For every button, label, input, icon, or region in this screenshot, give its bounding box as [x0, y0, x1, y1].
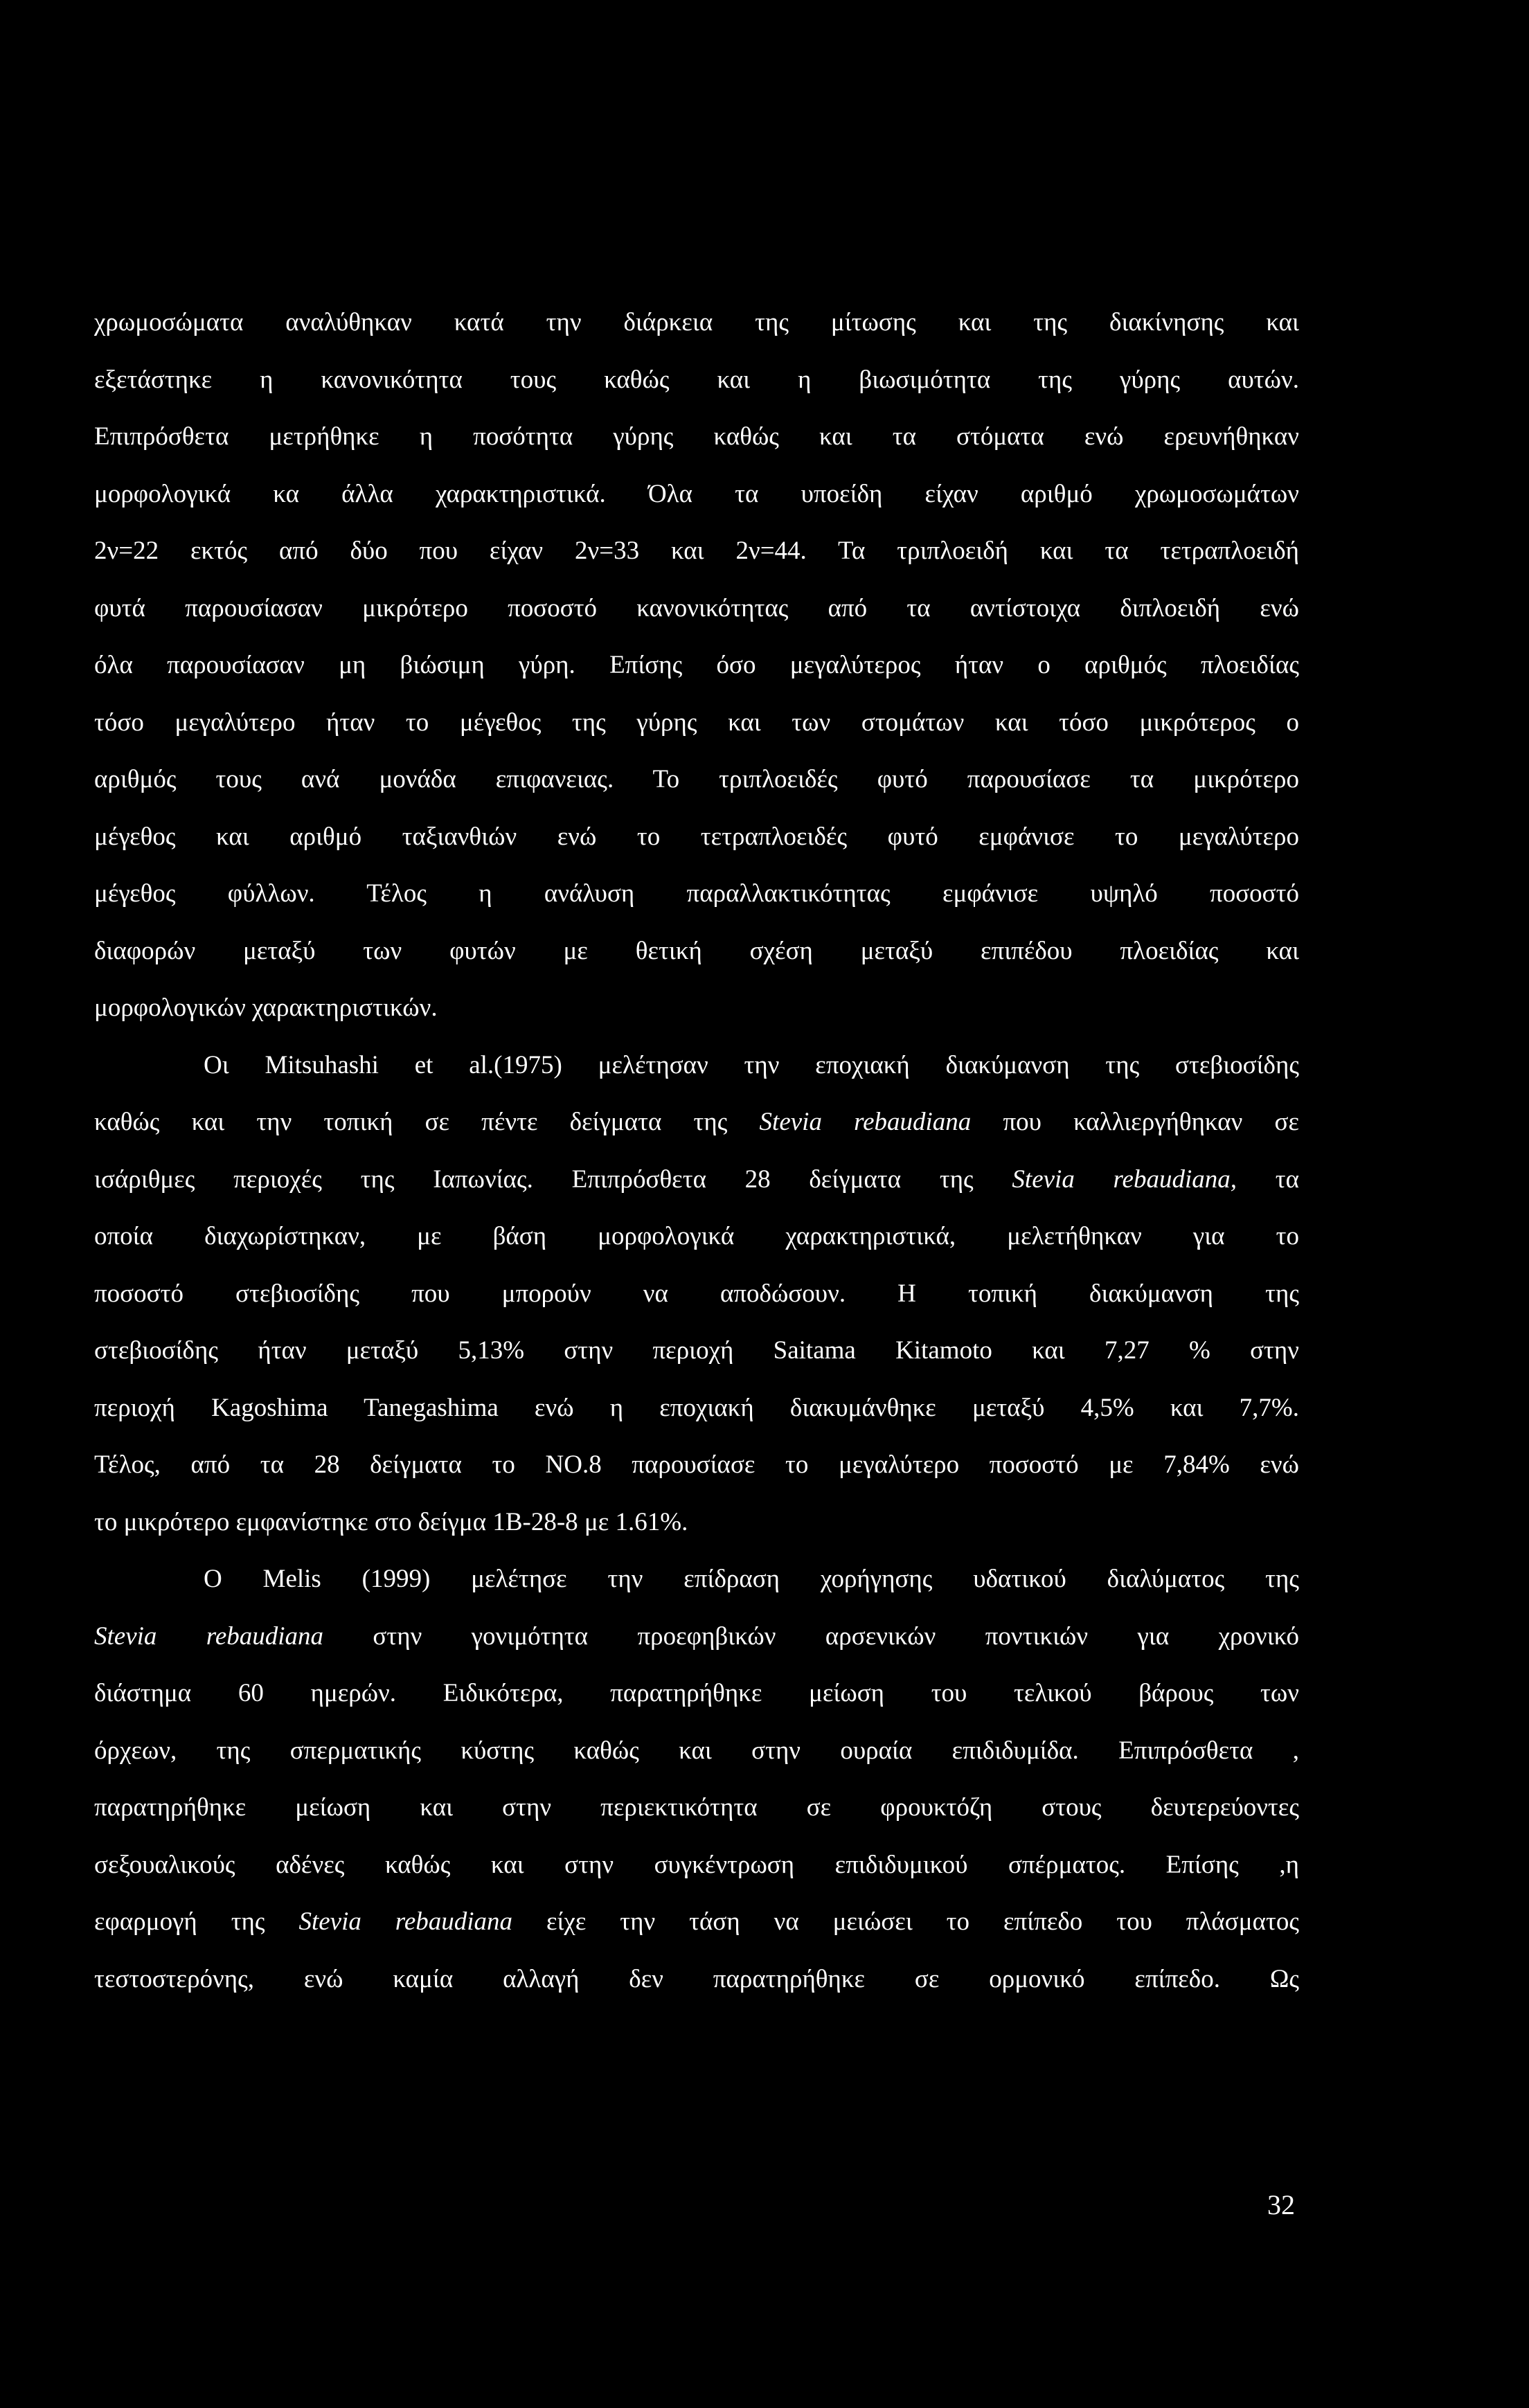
text-segment: διάστημα 60 ημερών. Ειδικότερα, παρατηρήθηκε μείωση του τελικού βάρους των — [94, 1679, 1299, 1707]
page-number: 32 — [1267, 2189, 1295, 2220]
text-segment: εξετάστηκε η κανονικότητα τους καθώς και η βιωσιμότητα της γύρης αυτών. — [94, 365, 1299, 394]
text-line — [94, 1608, 1299, 1666]
text-segment: σεξουαλικούς αδένες καθώς και στην συγκέντρωση επιδιδυμικού σπέρματος. Επίσης ,η — [94, 1850, 1299, 1879]
italic-text-segment: Stevia rebaudiana — [298, 1907, 513, 1936]
text-line — [94, 1037, 1299, 1095]
text-segment: τόσο μεγαλύτερο ήταν το μέγεθος της γύρης και των στομάτων και τόσο μικρότερος ο — [94, 708, 1299, 737]
text-segment: ποσοστό στεβιοσίδης που μπορούν να αποδώσουν. Η τοπική διακύμανση της — [94, 1279, 1299, 1308]
text-segment: χρωμοσώματα αναλύθηκαν κατά την διάρκεια της μίτωσης και της διακίνησης και — [94, 308, 1299, 336]
text-segment: Τέλος, από τα 28 δείγματα το ΝΟ.8 παρουσίασε το μεγαλύτερο ποσοστό με 7,84% ενώ — [94, 1450, 1299, 1479]
text-line — [94, 637, 1299, 694]
text-line — [94, 1437, 1299, 1494]
text-segment: όλα παρουσίασαν μη βιώσιμη γύρη. Επίσης όσο μεγαλύτερος ήταν ο αριθμός πλοειδίας — [94, 651, 1299, 679]
text-line — [94, 1779, 1299, 1837]
text-line — [94, 580, 1299, 638]
text-line — [94, 523, 1299, 580]
text-segment: εφαρμογή της — [94, 1907, 299, 1936]
text-line — [94, 1380, 1299, 1437]
text-line — [94, 1151, 1299, 1209]
text-line — [94, 1723, 1299, 1780]
text-segment: τα — [1237, 1165, 1299, 1194]
text-line — [94, 1322, 1299, 1380]
text-segment: Επιπρόσθετα μετρήθηκε η ποσότητα γύρης καθώς και τα στόματα ενώ ερευνήθηκαν — [94, 422, 1299, 451]
text-segment: στην γονιμότητα προεφηβικών αρσενικών ποντικιών για χρονικό — [323, 1621, 1299, 1651]
text-segment: το μικρότερο εμφανίστηκε στο δείγμα 1Β-28-8 με 1.61%. — [94, 1507, 688, 1536]
text-segment: Ο Melis (1999) μελέτησε την επίδραση χορήγησης υδατικού διαλύματος της — [204, 1565, 1299, 1593]
italic-text-segment: Stevia rebaudiana — [94, 1621, 324, 1651]
text-line — [94, 1665, 1299, 1723]
text-segment: στεβιοσίδης ήταν μεταξύ 5,13% στην περιοχή Saitama Kitamoto και 7,27 % στην — [94, 1336, 1299, 1365]
text-line — [94, 980, 1299, 1037]
text-segment: αριθμός τους ανά μονάδα επιφανειας. Το τριπλοειδές φυτό παρουσίασε τα μικρότερο — [94, 765, 1299, 793]
text-segment: φυτά παρουσίασαν μικρότερο ποσοστό κανονικότητας από τα αντίστοιχα διπλοειδή ενώ — [94, 593, 1299, 622]
text-segment: τεστοστερόνης, ενώ καμία αλλαγή δεν παρατηρήθηκε σε ορμονικό επίπεδο. Ως — [94, 1964, 1299, 1993]
text-line — [94, 751, 1299, 809]
text-line — [94, 865, 1299, 923]
text-segment: Οι Mitsuhashi et al.(1975) μελέτησαν την εποχιακή διακύμανση της στεβιοσίδης — [204, 1050, 1299, 1079]
text-segment: ισάριθμες περιοχές της Ιαπωνίας. Επιπρόσθετα 28 δείγματα της — [94, 1165, 1012, 1194]
text-line — [94, 466, 1299, 523]
text-line — [94, 1266, 1299, 1323]
text-line — [94, 694, 1299, 752]
text-segment: παρατηρήθηκε μείωση και στην περιεκτικότητα σε φρουκτόζη στους δευτερεύοντες — [94, 1793, 1299, 1822]
text-line — [94, 1494, 1299, 1552]
text-segment: περιοχή Kagoshima Tanegashima ενώ η εποχιακή διακυμάνθηκε μεταξύ 4,5% και 7,7%. — [94, 1393, 1299, 1422]
text-line — [94, 1551, 1299, 1608]
text-line — [94, 1894, 1299, 1951]
text-segment: 2ν=22 εκτός από δύο που είχαν 2ν=33 και 2ν=44. Τα τριπλοειδή και τα τετραπλοειδή — [94, 537, 1299, 565]
text-line — [94, 809, 1299, 866]
text-line — [94, 923, 1299, 980]
text-segment: μορφολογικά κα άλλα χαρακτηριστικά. Όλα τα υποείδη είχαν αριθμό χρωμοσωμάτων — [94, 479, 1299, 508]
text-segment: είχε την τάση να μειώσει το επίπεδο του πλάσματος — [512, 1907, 1299, 1936]
text-line — [94, 294, 1299, 352]
text-line — [94, 1951, 1299, 2009]
text-segment: μορφολογικών χαρακτηριστικών. — [94, 994, 438, 1022]
text-line — [94, 1094, 1299, 1151]
text-segment: μέγεθος και αριθμό ταξιανθιών ενώ το τετραπλοειδές φυτό εμφάνισε το μεγαλύτερο — [94, 822, 1299, 851]
text-line — [94, 408, 1299, 466]
text-segment: καθώς και την τοπική σε πέντε δείγματα της — [94, 1108, 760, 1136]
text-segment: όρχεων, της σπερματικής κύστης καθώς και στην ουραία επιδιδυμίδα. Επιπρόσθετα , — [94, 1736, 1299, 1765]
text-line — [94, 352, 1299, 409]
italic-text-segment: Stevia rebaudiana — [759, 1108, 972, 1136]
text-segment: οποία διαχωρίστηκαν, με βάση μορφολογικά χαρακτηριστικά, μελετήθηκαν για το — [94, 1222, 1299, 1250]
body-text — [94, 294, 1299, 2008]
text-line — [94, 1208, 1299, 1266]
text-segment: μέγεθος φύλλων. Τέλος η ανάλυση παραλλακτικότητας εμφάνισε υψηλό ποσοστό — [94, 879, 1299, 908]
italic-text-segment: Stevia rebaudiana, — [1012, 1165, 1237, 1194]
text-line — [94, 1837, 1299, 1894]
text-segment: που καλλιεργήθηκαν σε — [971, 1108, 1299, 1136]
text-segment: διαφορών μεταξύ των φυτών με θετική σχέση μεταξύ επιπέδου πλοειδίας και — [94, 936, 1299, 965]
